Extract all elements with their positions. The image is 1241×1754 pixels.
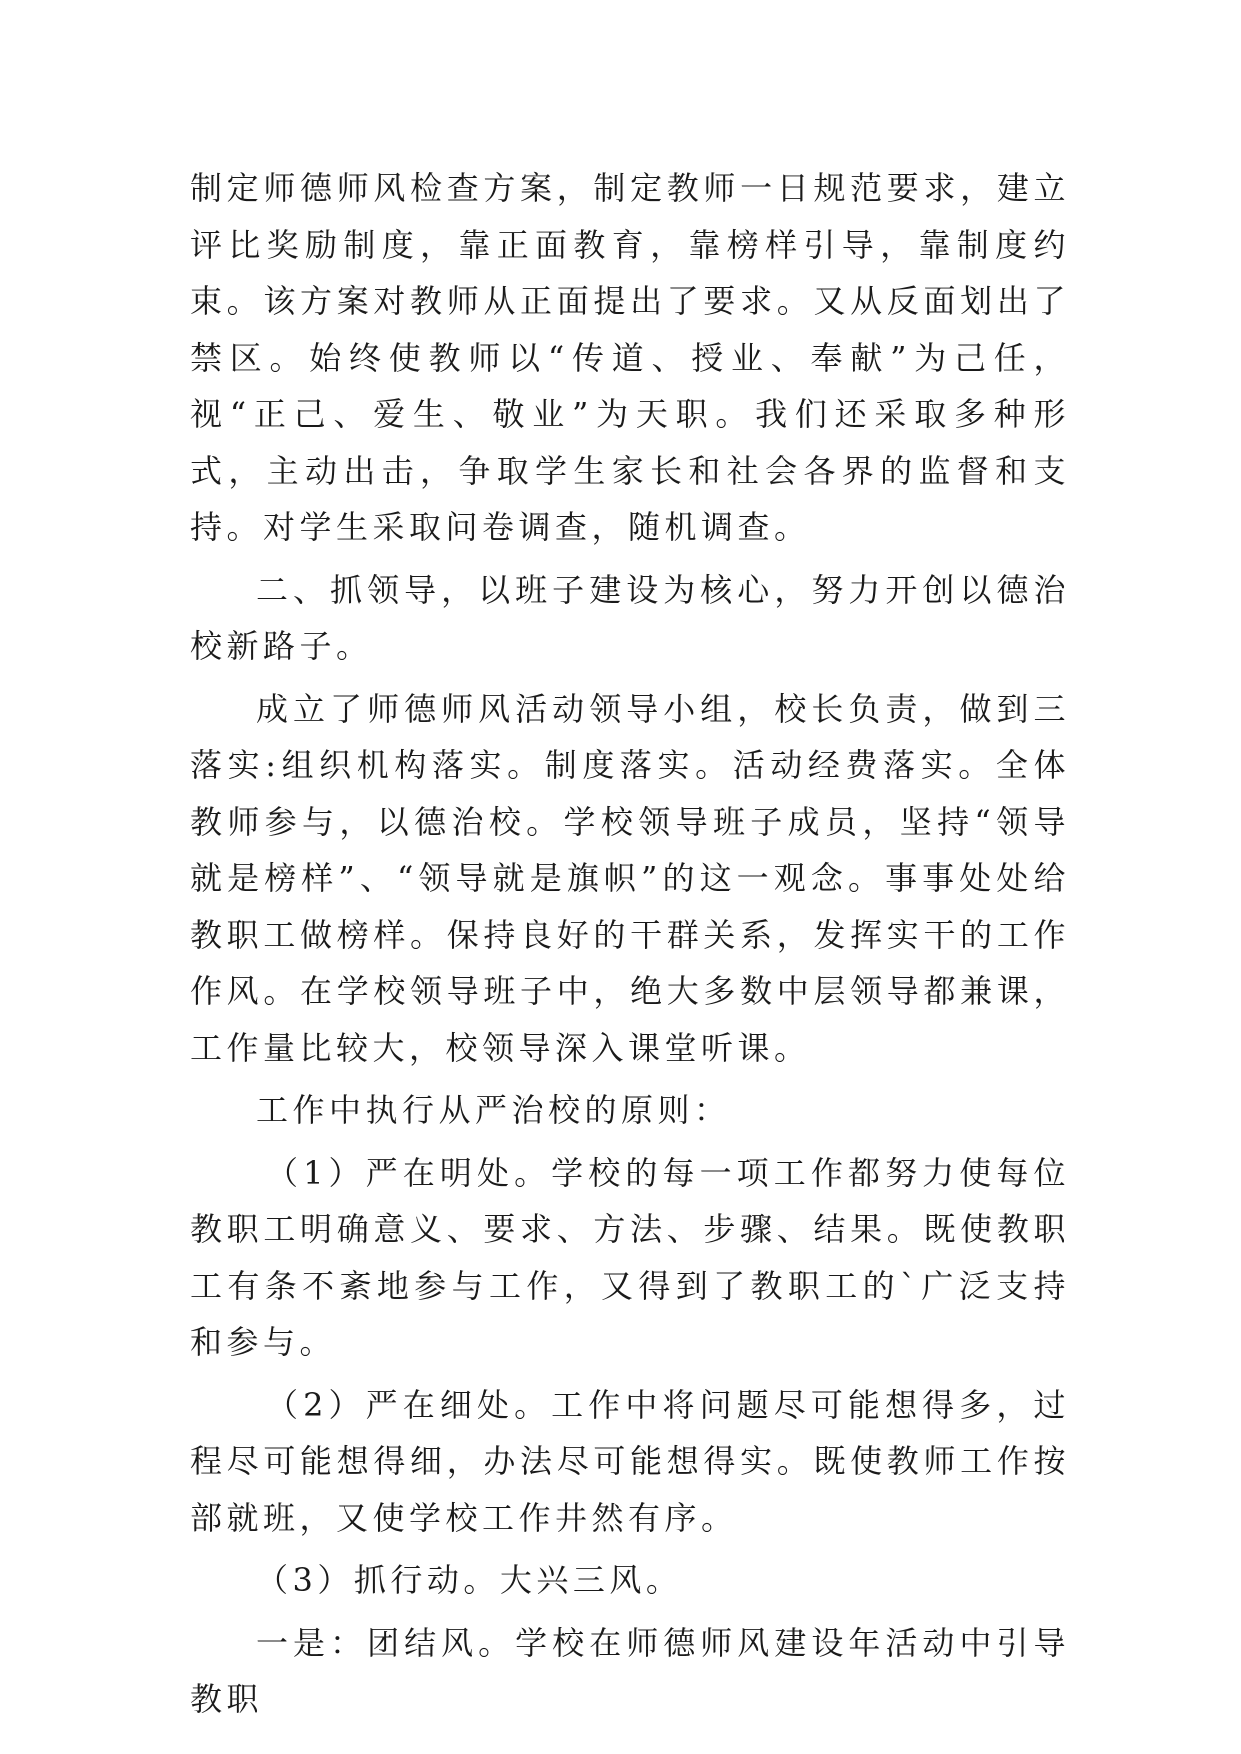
paragraph-leadership-group: 成立了师德师风活动领导小组，校长负责，做到三落实:组织机构落实。制度落实。活动经费落实。全体教师参与，以德治校。学校领导班子成员，坚持“领导就是榜样”、“领导就是旗帜”的这一观念。事事处处给教职工做榜样。保持良好的干群关系，发挥实干的工作作风。在学校领导班子中，绝大多数中层领导都兼课，工作量比较大，校领导深入课堂听课。: [190, 689, 1070, 1067]
paragraph-unity-style: 一是：团结风。学校在师德师风建设年活动中引导教职: [190, 1623, 1070, 1718]
paragraph-strict-principles: 工作中执行从严治校的原则：: [256, 1091, 731, 1129]
paragraph-section-two-heading: 二、抓领导，以班子建设为核心，努力开创以德治校新路子。: [190, 570, 1070, 665]
paragraph-inspection-plan: 制定师德师风检查方案，制定教师一日规范要求，建立评比奖励制度，靠正面教育，靠榜样引导，靠制度约束。该方案对教师从正面提出了要求。又从反面划出了禁区。始终使教师以“传道、授业、奉献”为己任，视“正己、爱生、敬业”为天职。我们还采取多种形式，主动出击，争取学生家长和社会各界的监督和支持。对学生采取问卷调查，随机调查。: [190, 169, 1070, 546]
document-body: [190, 160, 1070, 1734]
paragraph-point-two: （2）严在细处。工作中将问题尽可能想得多，过程尽可能想得细，办法尽可能想得实。既使教师工作按部就班，又使学校工作井然有序。: [190, 1385, 1070, 1537]
paragraph-point-three: （3）抓行动。大兴三风。: [256, 1561, 683, 1599]
paragraph-point-one: （1）严在明处。学校的每一项工作都努力使每位教职工明确意义、要求、方法、步骤、结果。既使教职工有条不紊地参与工作，又得到了教职工的`广泛支持和参与。: [190, 1153, 1070, 1361]
